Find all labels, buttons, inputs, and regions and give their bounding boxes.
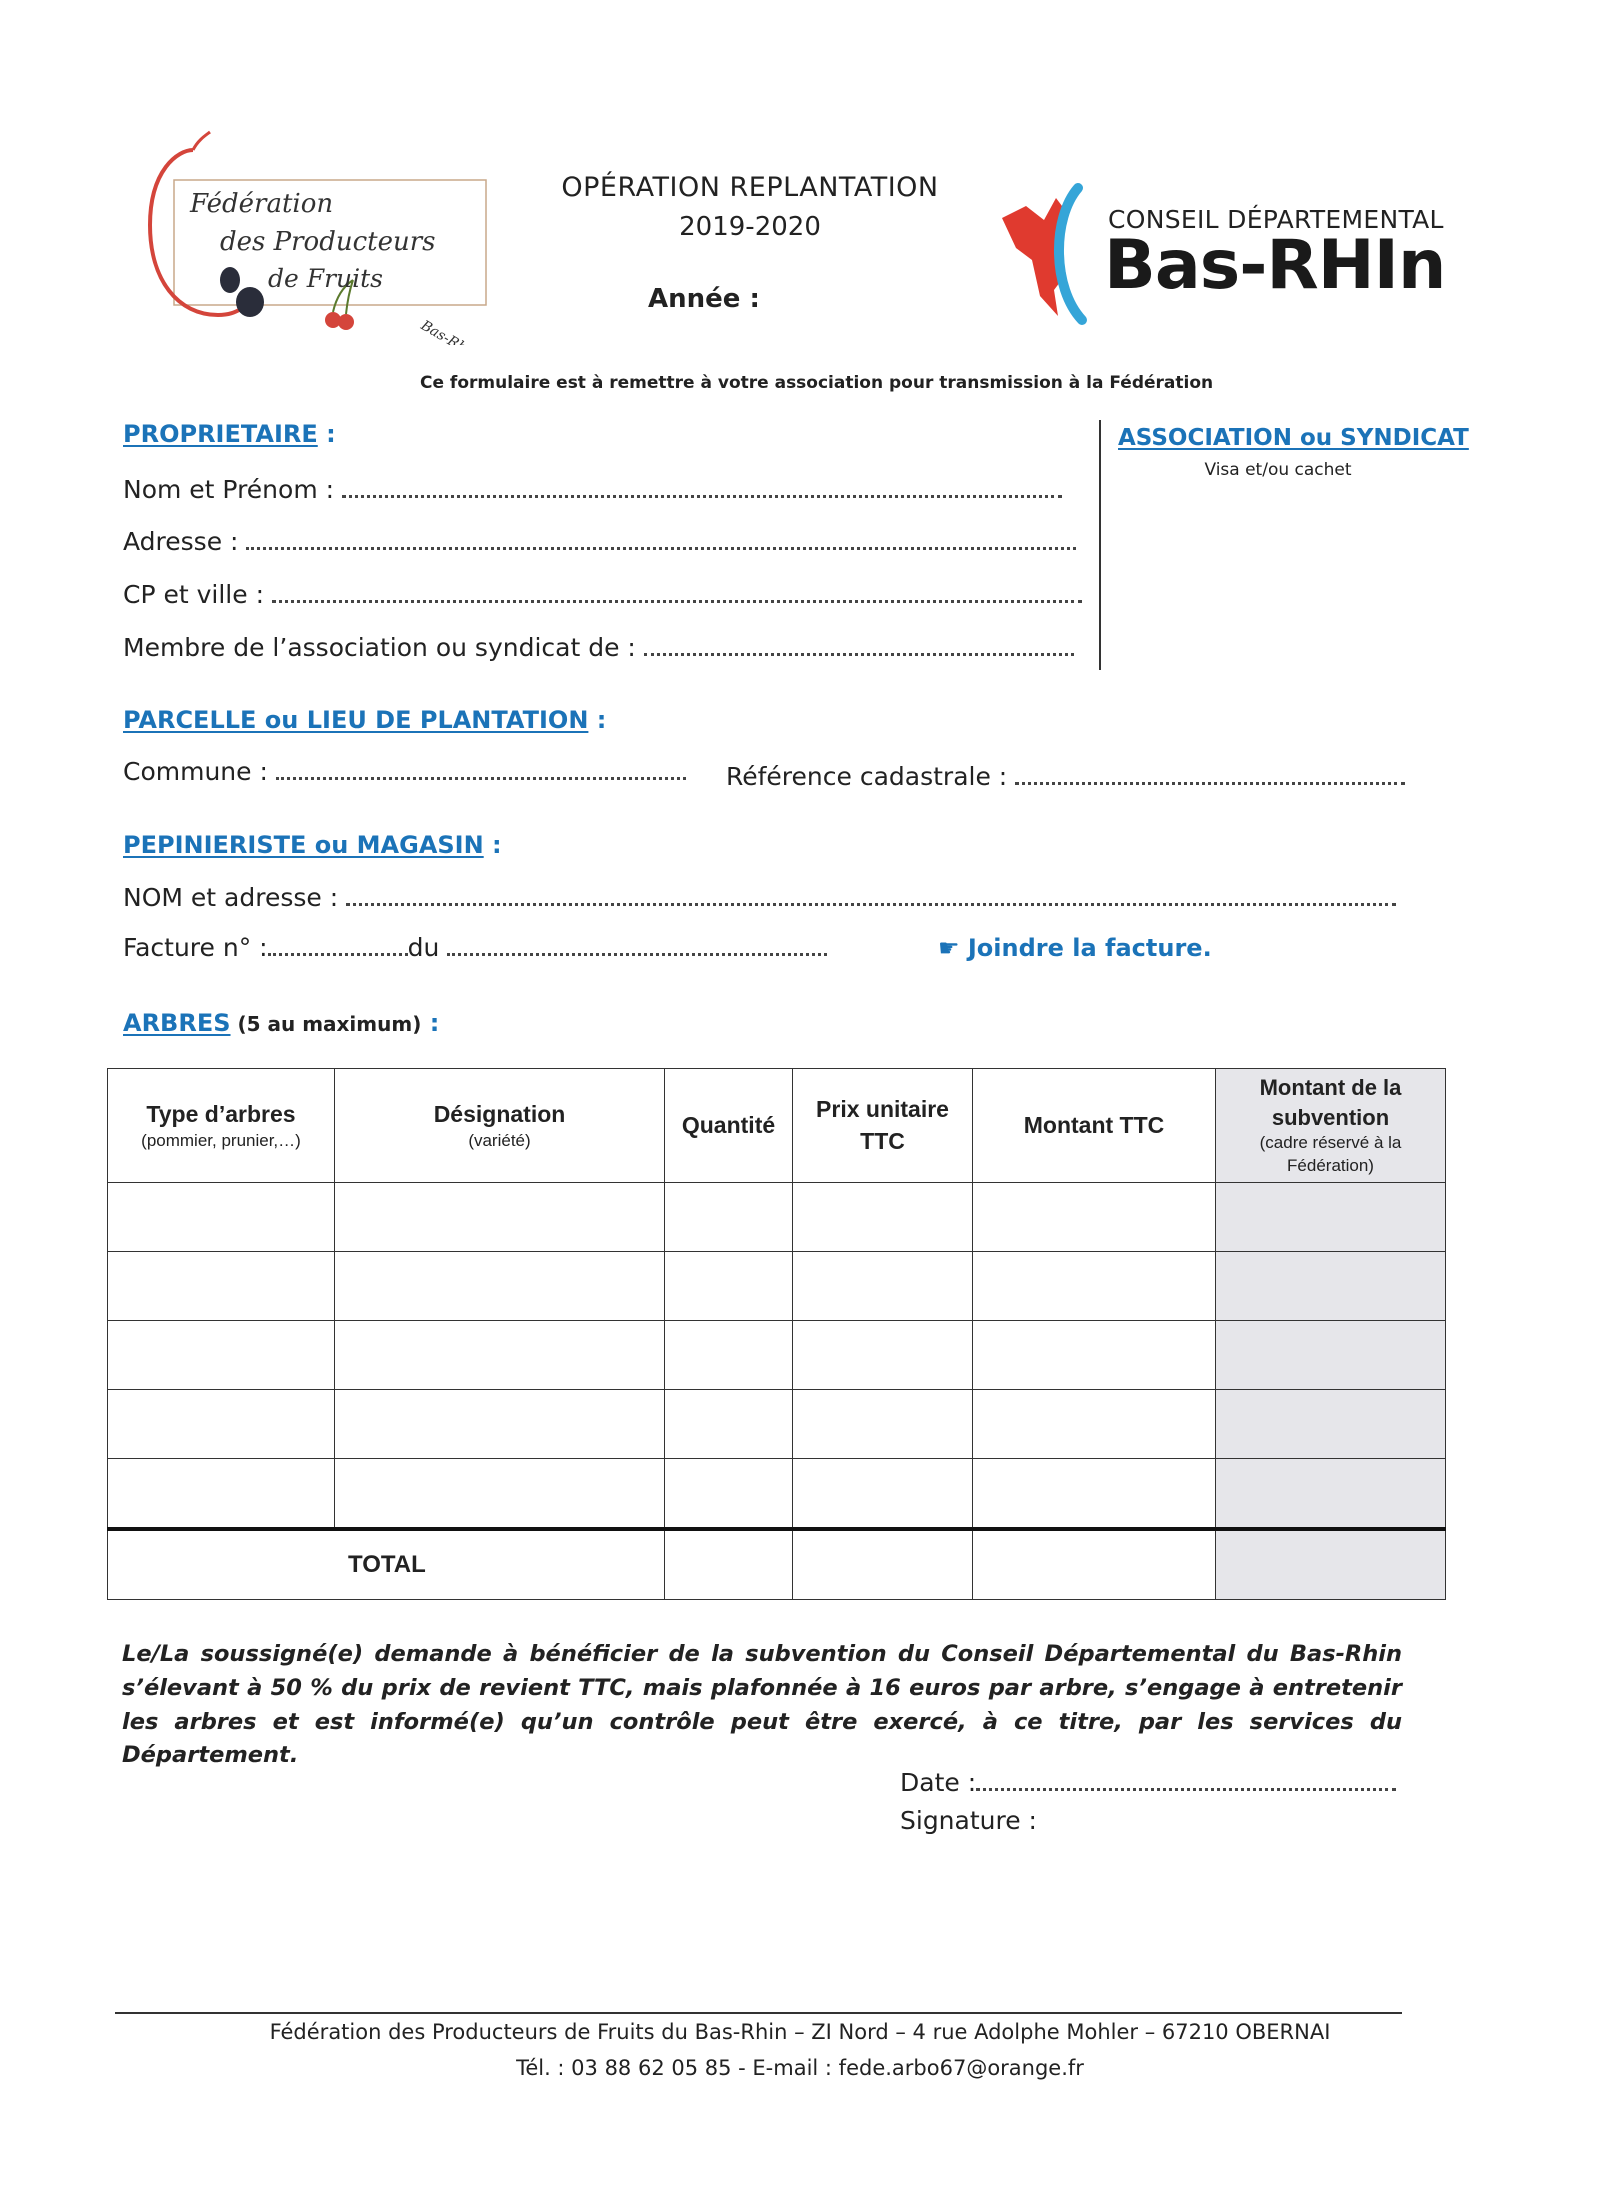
table-cell[interactable] (793, 1321, 973, 1390)
total-cell[interactable] (973, 1529, 1216, 1600)
footer-address: Fédération des Producteurs de Fruits du Bas-Rhin – ZI Nord – 4 rue Adolphe Mohler – 67210 OBERNAI (269, 2020, 1331, 2044)
cp-ville-label: CP et ville : (123, 580, 264, 609)
facture-number-line[interactable] (268, 952, 408, 956)
table-row (108, 1321, 1446, 1390)
heading-colon: : (421, 1009, 440, 1037)
col-title: Montant de la subvention (1259, 1074, 1402, 1130)
table-cell[interactable] (973, 1321, 1216, 1390)
facture-field[interactable] (123, 933, 827, 962)
form-title: OPÉRATION REPLANTATION (561, 172, 939, 203)
table-cell[interactable] (108, 1183, 335, 1252)
footer-divider (115, 2012, 1402, 2014)
table-cell[interactable] (108, 1459, 335, 1530)
table-cell[interactable] (793, 1183, 973, 1252)
membre-line[interactable] (644, 652, 1074, 656)
table-cell[interactable] (793, 1390, 973, 1459)
signature-field[interactable] (900, 1806, 1037, 1835)
table-row (108, 1252, 1446, 1321)
table-cell[interactable] (793, 1459, 973, 1530)
facture-date-line[interactable] (447, 952, 827, 956)
table-cell[interactable] (973, 1390, 1216, 1459)
commune-label: Commune : (123, 757, 268, 786)
table-row (108, 1459, 1446, 1530)
date-field[interactable] (900, 1768, 1396, 1797)
table-cell-reserved (1216, 1252, 1446, 1321)
total-cell-reserved (1216, 1529, 1446, 1600)
joindre-facture-note (938, 934, 1212, 962)
reference-cadastrale-field[interactable] (726, 762, 1405, 791)
table-cell[interactable] (108, 1252, 335, 1321)
association-sub: Visa et/ou cachet (1204, 460, 1352, 480)
table-cell-reserved (1216, 1459, 1446, 1530)
federation-logo (138, 130, 498, 345)
arbres-max-note: (5 au maximum) (230, 1012, 422, 1036)
pepinieriste-heading-text: PEPINIERISTE ou MAGASIN (123, 831, 484, 859)
col-sub: (cadre réservé à la Fédération) (1259, 1133, 1402, 1176)
table-cell[interactable] (665, 1252, 793, 1321)
form-notice: Ce formulaire est à remettre à votre association pour transmission à la Fédération (420, 373, 1214, 393)
cd-logo-small-text: CONSEIL DÉPARTEMENTAL (1108, 205, 1444, 234)
parcelle-heading-text: PARCELLE ou LIEU DE PLANTATION (123, 706, 589, 734)
table-total-row (108, 1529, 1446, 1600)
table-cell[interactable] (335, 1390, 665, 1459)
date-label: Date : (900, 1768, 977, 1797)
table-cell[interactable] (973, 1183, 1216, 1252)
heading-colon: : (317, 420, 336, 448)
table-cell[interactable] (335, 1252, 665, 1321)
total-label: TOTAL (108, 1529, 665, 1600)
fed-logo-line2: des Producteurs (220, 227, 436, 257)
adresse-field[interactable] (123, 527, 1076, 556)
nom-prenom-field[interactable] (123, 475, 1062, 504)
heading-colon: : (483, 831, 502, 859)
table-cell[interactable] (665, 1321, 793, 1390)
pointing-hand-icon: ☛ (938, 934, 960, 962)
annee-label: Année : (648, 284, 760, 314)
col-prix-unitaire (793, 1069, 973, 1183)
date-line[interactable] (976, 1787, 1396, 1791)
table-cell[interactable] (665, 1183, 793, 1252)
adresse-line[interactable] (246, 546, 1076, 550)
col-title: Type d’arbres (146, 1100, 296, 1127)
nom-adresse-label: NOM et adresse : (123, 883, 339, 912)
nom-prenom-label: Nom et Prénom : (123, 475, 335, 504)
parcelle-heading (123, 706, 606, 734)
pepinieriste-heading (123, 831, 502, 859)
table-header-row (108, 1069, 1446, 1183)
proprietaire-heading-text: PROPRIETAIRE (123, 420, 318, 448)
arbres-table (107, 1068, 1446, 1600)
col-sub: (variété) (468, 1130, 531, 1150)
section-divider (1099, 420, 1101, 670)
col-type-arbres (108, 1069, 335, 1183)
col-title: Quantité (681, 1111, 776, 1138)
col-montant-ttc (973, 1069, 1216, 1183)
arbres-heading-text: ARBRES (123, 1009, 231, 1037)
nom-prenom-line[interactable] (342, 494, 1062, 498)
cd-logo-big-text: Bas-RHIn (1104, 226, 1446, 305)
total-cell[interactable] (793, 1529, 973, 1600)
reference-cadastrale-line[interactable] (1015, 781, 1405, 785)
fed-logo-line4: Bas-Rhin (418, 317, 482, 345)
joindre-facture-text: Joindre la facture. (967, 934, 1212, 962)
table-cell[interactable] (335, 1183, 665, 1252)
nom-adresse-field[interactable] (123, 883, 1396, 912)
proprietaire-heading (123, 420, 336, 448)
adresse-label: Adresse : (123, 527, 239, 556)
col-title: Désignation (433, 1100, 566, 1127)
nom-adresse-line[interactable] (346, 902, 1396, 906)
table-cell[interactable] (108, 1390, 335, 1459)
facture-label: Facture n° : (123, 933, 268, 962)
table-cell[interactable] (335, 1459, 665, 1530)
table-cell[interactable] (335, 1321, 665, 1390)
table-cell[interactable] (973, 1459, 1216, 1530)
col-montant-subvention (1216, 1069, 1446, 1183)
table-cell[interactable] (793, 1252, 973, 1321)
cp-ville-field[interactable] (123, 580, 1082, 609)
footer-contact: Tél. : 03 88 62 05 85 - E-mail : fede.arbo67@orange.fr (516, 2056, 1084, 2080)
commune-field[interactable] (123, 757, 686, 786)
membre-field[interactable] (123, 633, 1074, 662)
table-cell-reserved (1216, 1321, 1446, 1390)
table-cell[interactable] (108, 1321, 335, 1390)
commune-line[interactable] (276, 776, 686, 780)
association-heading: ASSOCIATION ou SYNDICAT (1118, 425, 1469, 451)
heading-colon: : (588, 706, 607, 734)
cp-ville-line[interactable] (272, 599, 1082, 603)
table-cell[interactable] (665, 1459, 793, 1530)
col-title: Prix unitaire TTC (816, 1096, 949, 1154)
table-cell-reserved (1216, 1183, 1446, 1252)
table-cell[interactable] (973, 1252, 1216, 1321)
table-cell[interactable] (665, 1390, 793, 1459)
table-row (108, 1390, 1446, 1459)
col-title: Montant TTC (1023, 1111, 1165, 1138)
form-year: 2019-2020 (679, 212, 821, 242)
table-row (108, 1183, 1446, 1252)
table-cell-reserved (1216, 1390, 1446, 1459)
fed-logo-line1: Fédération (190, 189, 334, 219)
signature-label: Signature : (900, 1806, 1037, 1835)
membre-label: Membre de l’association ou syndicat de : (123, 633, 636, 662)
declaration-text: Le/La soussigné(e) demande à bénéficier de la subvention du Conseil Départemental du Bas-Rhin s’élevant à 50 % du prix de revient TTC, mais plafonnée à 16 euros par arbre, s’engage à entretenir les arbres et est informé(e) qu’un contrôle peut être exercé, à ce titre, par les services du Département. (122, 1641, 1402, 1769)
reference-cadastrale-label: Référence cadastrale : (726, 762, 1008, 791)
col-sub: (pommier, prunier,…) (141, 1130, 301, 1150)
arbres-heading (123, 1009, 439, 1037)
col-designation (335, 1069, 665, 1183)
facture-du-label: du (407, 933, 440, 962)
fed-logo-line3: de Fruits (268, 264, 384, 293)
total-cell[interactable] (665, 1529, 793, 1600)
col-quantite (665, 1069, 793, 1183)
